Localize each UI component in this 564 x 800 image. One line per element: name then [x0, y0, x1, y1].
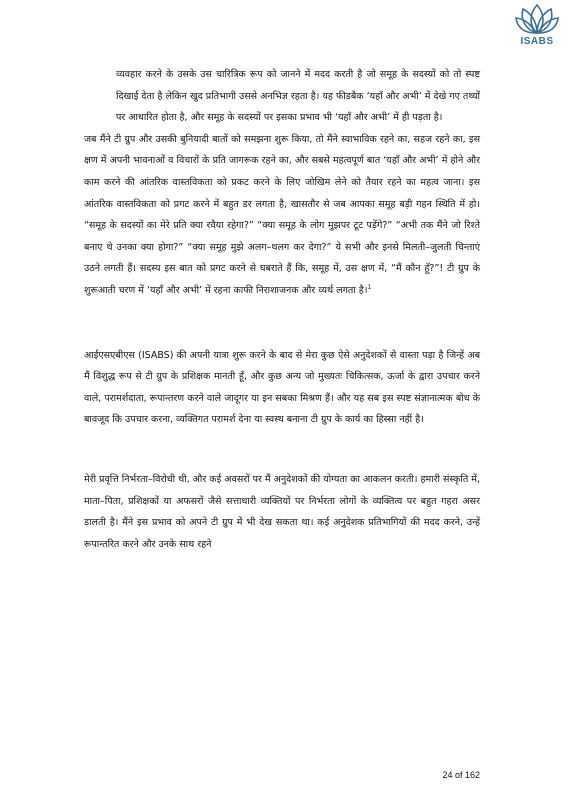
quoted-paragraph: व्यवहार करने के उसके उस चारित्रिक रूप को जानने में मदद करती है जो समूह के सदस्यों को तो स्पष्ट दिखाई देता है लेकिन खुद प्रतिभागी उससे अनभिज्ञ रहता है। यह फीडबैक ‘यहाँ और अभी’ में देखे गए तथ्यों पर आधारित होता है, और समूह के सदस्यों पर इसका प्रभाव भी ‘यहाँ और अभी’ में ही पड़ता है।	[116, 69, 480, 124]
document-body	[84, 64, 480, 555]
page-number: 24 of 162	[442, 770, 480, 780]
paragraph-counter-dependence: मेरी प्रवृत्ति निर्भरता–विरोधी थी, और कई अवसरों पर मैं अनुदेशकों की योग्यता का आकलन करती। हमारी संस्कृति में, माता–पिता, प्रशिक्षकों या अफसरों जैसे सत्ताधारी व्यक्तियों पर निर्भरता लोगों के व्यक्तित्व पर बहुत गहरा असर डालती है। मैंने इस प्रभाव को अपने टी ग्रुप में भी देख सकता था। कई अनुदेशक प्रतिभागियों की मदद करने, उन्हें रूपान्तरित करने और उनके साथ रहने	[84, 473, 481, 550]
footnote-marker: 1	[367, 283, 372, 291]
paragraph-spacer	[84, 431, 480, 469]
isabs-logo-mark	[512, 2, 562, 36]
isabs-logo-text: ISABS	[520, 36, 554, 47]
paragraph-text: जब मैंने टी ग्रुप और उसकी बुनियादी बातों को समझना शुरू किया, तो मैंने स्वाभाविक रहने का, सहज रहने का, इस क्षण में अपनी भावनाओं व विचारों के प्रति जागरूक रहने का, और सबसे महत्वपूर्ण बात ‘यहाँ और अभी’ में होने और काम करने की आंतरिक वास्तविकता को प्रकट करने के लिए जोखिम लेने को तैयार रहने का महत्व जाना। इस आंतरिक वास्तविकता को प्रगट करने में बहुत डर लगता है, खासतौर से जब आपका समूह बड़ी गहन स्थिति में हो। “समूह के सदस्यों का मेरे प्रति क्या रवैया रहेगा?” “क्या समूह के लोग मुझपर टूट पड़ेंगे?” “अभी तक मैंने जो रिश्ते बनाए थे उनका क्या होगा?” “क्या समूह मुझे अलग–थलग कर देगा?” ये सभी और इनसे मिलती–जुलती चिन्ताएं उठने लगती हैं। सदस्य इस बात को प्रगट करने से घबराते हैं कि, समूह में, उस क्षण में, “मैं कौन हूँ?”! टी ग्रुप के शुरूआती चरण में ‘यहाँ और अभी’ में रहना काफी निराशाजनक और व्यर्थ लगता है।	[84, 133, 480, 296]
paragraph-t-group-learning	[84, 129, 480, 302]
isabs-logo	[512, 2, 562, 50]
paragraph-isabs-journey: आईएसएबीएस (ISABS) की अपनी यात्रा शुरू करने के बाद से मेरा कुछ ऐसे अनुदेशकों से वास्ता पड़ा है जिन्हें अब मैं विशुद्ध रूप से टी ग्रुप के प्रशिक्षक मानती हूँ, और कुछ अन्य जो मुख्यतः चिकित्सक, ऊर्जा के द्वारा उपचार करने वाले, परामर्शदाता, रूपान्तरण करने वाले जादूगर या इन सबका मिश्रण हैं। और यह सब इस स्पष्ट संज्ञानात्मक बोध के बावजूद कि उपचार करना, व्यक्तिगत परामर्श देना या स्वस्थ बनाना टी ग्रुप के कार्य का हिस्सा नहीं है।	[84, 349, 480, 426]
paragraph-spacer	[84, 302, 480, 345]
